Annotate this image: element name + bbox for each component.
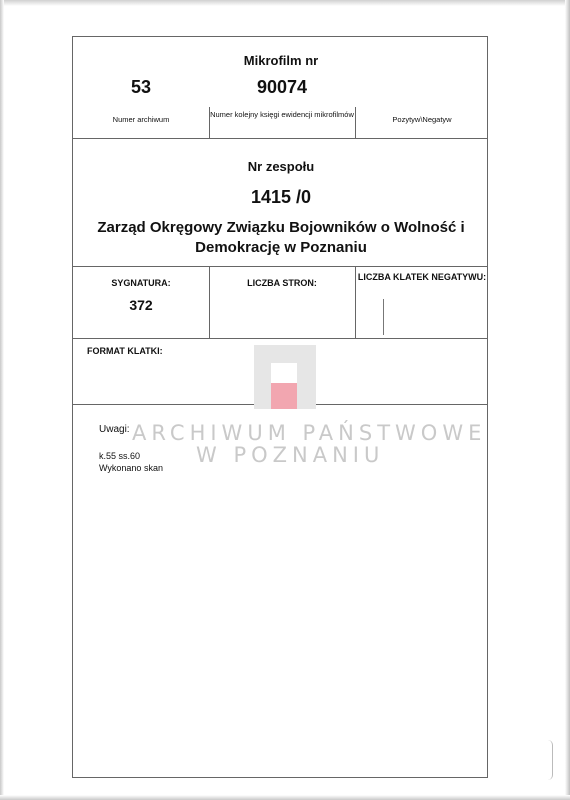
flag-red-stripe: [271, 383, 297, 409]
scan-edge-bottom: [0, 795, 570, 800]
remark-line: Wykonano skan: [99, 463, 163, 473]
ledger-number-label: Numer kolejny księgi ewidencji mikrofilmów: [210, 110, 354, 119]
scan-corner-mark: [548, 740, 553, 780]
microfilm-title: Mikrofilm nr: [243, 53, 319, 68]
remark-line: k.55 ss.60: [99, 451, 141, 461]
divider-header: [73, 138, 487, 139]
remarks-label: Uwagi:: [99, 424, 130, 435]
watermark-flag-logo: [254, 345, 316, 409]
frame-format-label: FORMAT KLATKI:: [87, 346, 163, 356]
flag-white-stripe: [271, 363, 297, 383]
scan-edge-top: [0, 0, 570, 6]
page-count-label: LICZBA STRON:: [247, 278, 317, 288]
divider-details: [73, 338, 487, 339]
watermark-text-line1: ARCHIWUM PAŃSTWOWE: [132, 421, 487, 445]
fonds-name: Zarząd Okręgowy Związku Bojowników o Wolność i Demokrację w Poznaniu: [97, 219, 465, 256]
archive-number-label: Numer archiwum: [112, 115, 170, 124]
archive-number: 53: [130, 77, 152, 97]
microfilm-number: 90074: [256, 77, 308, 97]
fonds-label: Nr zespołu: [247, 159, 315, 174]
signature-value: 372: [129, 297, 153, 313]
divider-v3: [209, 266, 210, 338]
scan-edge-right: [565, 0, 570, 800]
scan-edge-left: [0, 0, 4, 800]
signature-label: SYGNATURA:: [111, 278, 171, 288]
fonds-number: 1415 /0: [250, 187, 312, 207]
negative-frames-mark: [383, 299, 384, 335]
positive-negative-label: Pozytyw\Negatyw: [392, 115, 452, 124]
negative-frames-label: LICZBA KLATEK NEGATYWU:: [357, 272, 487, 282]
divider-fonds: [73, 266, 487, 267]
watermark-text-line2: W POZNANIU: [196, 443, 385, 467]
